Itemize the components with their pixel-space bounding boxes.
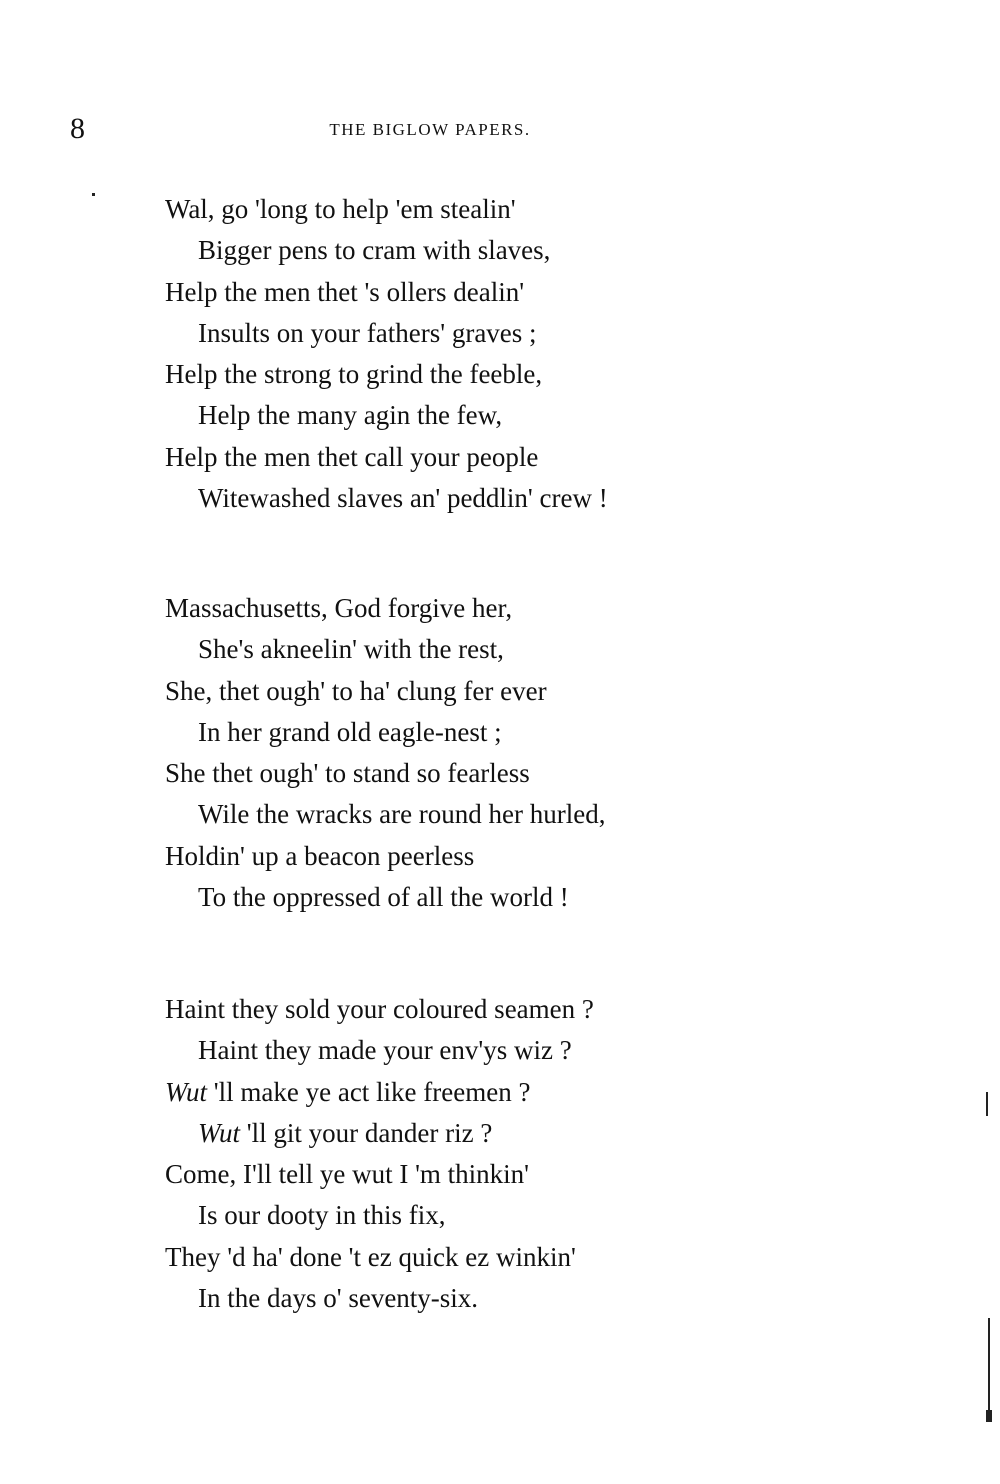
stanza-1 <box>165 189 765 519</box>
line-rest: 'll make ye act like freemen ? <box>207 1076 531 1107</box>
stanza-2 <box>165 588 765 918</box>
stanza-3 <box>165 989 765 1319</box>
poem-line: Holdin' up a beacon peerless <box>165 840 475 871</box>
poem-line: Massachusetts, God forgive her, <box>165 593 513 623</box>
poem-line: Bigger pens to cram with slaves, <box>198 235 551 266</box>
page-number: 8 <box>70 112 85 145</box>
scan-artifact-mark <box>92 193 95 196</box>
poem-line: Come, I'll tell ye wut I 'm thinkin' <box>165 1159 530 1190</box>
poem-line: Witewashed slaves an' peddlin' crew ! <box>198 483 608 514</box>
scan-artifact-mark <box>986 1092 988 1116</box>
poem-line: She, thet ough' to ha' clung fer ever <box>165 675 547 706</box>
poem-line: She's akneelin' with the rest, <box>198 634 504 665</box>
poem-line: Wal, go 'long to help 'em stealin' <box>165 194 516 224</box>
poem-line: Help the men thet call your people <box>165 441 539 472</box>
poem-line: Wile the wracks are round her hurled, <box>198 799 606 830</box>
poem-line: Is our dooty in this fix, <box>198 1200 446 1231</box>
poem-line: Haint they sold your coloured seamen ? <box>165 994 594 1024</box>
scan-artifact-mark <box>986 1410 992 1422</box>
poem-line: Help the strong to grind the feeble, <box>165 359 543 390</box>
poem-line <box>165 1072 765 1113</box>
italic-word: Wut <box>198 1117 241 1148</box>
poem-line: In her grand old eagle-nest ; <box>198 716 502 747</box>
running-head: THE BIGLOW PAPERS. <box>329 120 531 139</box>
poem-line: Haint they made your env'ys wiz ? <box>198 1035 572 1066</box>
poem-line <box>165 1113 765 1154</box>
poem-line: Insults on your fathers' graves ; <box>198 317 537 348</box>
poem-line: To the oppressed of all the world ! <box>198 882 569 913</box>
poem-line: In the days o' seventy-six. <box>198 1283 479 1314</box>
poem-line: Help the men thet 's ollers dealin' <box>165 276 525 307</box>
italic-word: Wut <box>165 1076 208 1107</box>
poem-line: She thet ough' to stand so fearless <box>165 758 530 789</box>
poem-line: They 'd ha' done 't ez quick ez winkin' <box>165 1241 576 1272</box>
scan-artifact-mark <box>988 1318 990 1422</box>
line-rest: 'll git your dander riz ? <box>240 1117 493 1148</box>
poem-line: Help the many agin the few, <box>198 400 503 431</box>
